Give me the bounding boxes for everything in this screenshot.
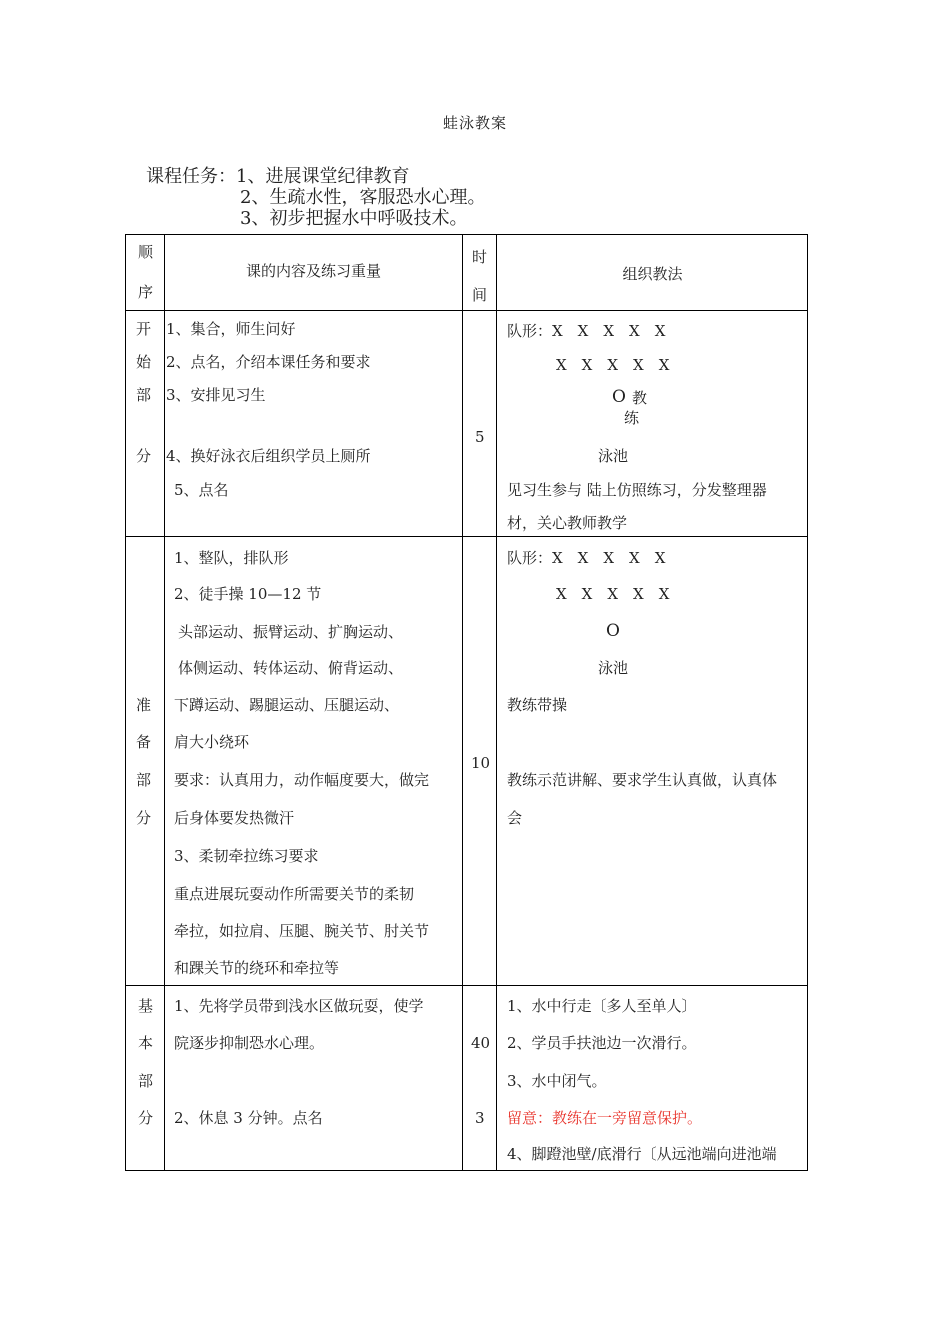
lesson-plan-table xyxy=(125,234,808,1171)
start-formation-row1: 队形：X X X X X xyxy=(507,322,666,340)
start-content-4: 4、换好泳衣后组织学员上厕所 xyxy=(166,447,371,465)
start-coach-mark: O xyxy=(612,387,626,407)
prep-label-2: 备 xyxy=(136,733,152,751)
start-time: 5 xyxy=(475,428,485,446)
start-label-1: 开 xyxy=(136,320,152,338)
basic-content-2: 院逐步抑制恐水心理。 xyxy=(174,1034,325,1052)
basic-warning: 留意：教练在一旁留意保护。 xyxy=(507,1109,703,1127)
grid-line xyxy=(126,985,807,986)
prep-content-10: 重点进展玩耍动作所需要关节的柔韧 xyxy=(174,885,415,903)
basic-time-1: 40 xyxy=(471,1034,491,1052)
start-formation-row2: X X X X X xyxy=(556,356,670,374)
basic-method-4: 4、脚蹬池壁/底滑行〔从远池端向进池端 xyxy=(507,1145,777,1163)
basic-label-2: 本 xyxy=(138,1034,154,1052)
prep-coach-mark: O xyxy=(606,621,620,641)
basic-method-3: 3、水中闭气。 xyxy=(507,1072,607,1090)
basic-label-4: 分 xyxy=(138,1109,154,1127)
prep-content-12: 和踝关节的绕环和牵拉等 xyxy=(174,959,340,977)
prep-content-5: 下蹲运动、踢腿运动、压腿运动、 xyxy=(174,696,400,714)
header-time-1: 时 xyxy=(472,248,488,266)
grid-line xyxy=(126,536,807,537)
prep-formation-row2: X X X X X xyxy=(556,585,670,603)
prep-time: 10 xyxy=(471,754,491,772)
grid-line xyxy=(164,235,165,1170)
prep-label-4: 分 xyxy=(136,809,152,827)
prep-label-1: 准 xyxy=(136,696,152,714)
basic-method-2: 2、学员手扶池边一次滑行。 xyxy=(507,1034,697,1052)
task-item-3: 3、初步把握水中呼吸技术。 xyxy=(240,208,468,229)
prep-formation-row1: 队形：X X X X X xyxy=(507,549,666,567)
prep-content-8: 后身体要发热微汗 xyxy=(174,809,295,827)
prep-note-2: 会 xyxy=(507,809,523,827)
prep-note-1: 教练示范讲解、要求学生认真做，认真体 xyxy=(507,771,778,789)
start-pool: 泳池 xyxy=(598,447,629,465)
basic-content-1: 1、先将学员带到浅水区做玩耍，使学 xyxy=(174,997,424,1015)
prep-content-9: 3、柔韧牵拉练习要求 xyxy=(174,847,319,865)
grid-line xyxy=(126,310,807,311)
task-item-1: 1、进展课堂纪律教育 xyxy=(236,166,410,187)
prep-content-6: 肩大小绕环 xyxy=(174,733,250,751)
prep-lead: 教练带操 xyxy=(507,696,568,714)
basic-time-2: 3 xyxy=(475,1109,485,1127)
header-method: 组织教法 xyxy=(622,265,683,283)
grid-line xyxy=(462,235,463,1170)
start-coach-text-1: 教 xyxy=(632,389,648,407)
start-label-2: 始 xyxy=(136,353,152,371)
prep-content-3: 头部运动、振臂运动、扩胸运动、 xyxy=(178,623,404,641)
task-line-1 xyxy=(146,166,485,187)
course-tasks xyxy=(146,166,485,229)
prep-content-11: 牵拉，如拉肩、压腿、腕关节、肘关节 xyxy=(174,922,430,940)
start-content-5: 5、点名 xyxy=(174,481,229,499)
tasks-label: 课程任务： xyxy=(146,166,236,187)
basic-content-3: 2、休息 3 分钟。点名 xyxy=(174,1109,323,1127)
header-order-1: 顺 xyxy=(138,243,154,261)
prep-content-2: 2、徒手操 10—12 节 xyxy=(174,585,322,603)
document-title: 蛙泳教案 xyxy=(442,114,507,132)
prep-pool: 泳池 xyxy=(598,659,629,677)
start-content-2: 2、点名，介绍本课任务和要求 xyxy=(166,353,371,371)
start-content-3: 3、安排见习生 xyxy=(166,386,266,404)
prep-label-3: 部 xyxy=(136,771,152,789)
basic-label-1: 基 xyxy=(138,997,154,1015)
grid-line xyxy=(496,235,497,1170)
start-note-1: 见习生参与 陆上仿照练习，分发整理器 xyxy=(507,481,767,499)
basic-method-1: 1、水中行走〔多人至单人〕 xyxy=(507,997,697,1015)
start-note-2: 材，关心教师教学 xyxy=(507,514,628,532)
start-coach-text-2: 练 xyxy=(624,409,640,427)
prep-content-1: 1、整队，排队形 xyxy=(174,549,289,567)
start-content-1: 1、集合，师生问好 xyxy=(166,320,296,338)
task-item-2: 2、生疏水性，客服恐水心理。 xyxy=(240,187,486,208)
header-content: 课的内容及练习重量 xyxy=(245,262,381,280)
header-time-2: 间 xyxy=(472,286,488,304)
start-label-4: 分 xyxy=(136,447,152,465)
start-label-3: 部 xyxy=(136,386,152,404)
basic-label-3: 部 xyxy=(138,1072,154,1090)
prep-content-4: 体侧运动、转体运动、俯背运动、 xyxy=(178,659,404,677)
header-order-2: 序 xyxy=(138,283,154,301)
prep-content-7: 要求：认真用力，动作幅度要大，做完 xyxy=(174,771,430,789)
